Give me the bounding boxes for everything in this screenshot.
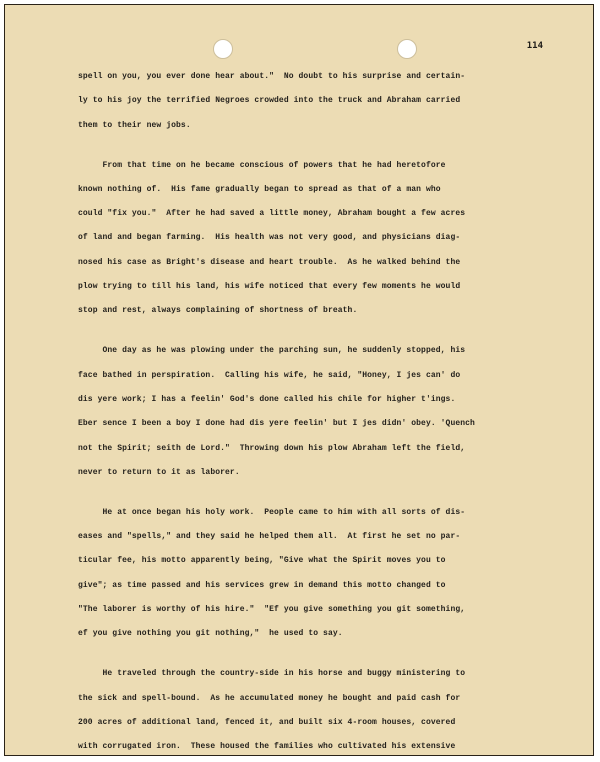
text-line: them to their new jobs. <box>78 120 191 130</box>
text-line: not the Spirit; seith de Lord." Throwing down his plow Abraham left the field, <box>78 443 466 453</box>
text-line: spell on you, you ever done hear about." No doubt to his surprise and certain- <box>78 72 466 81</box>
text-line: He traveled through the country-side in his horse and buggy ministering to <box>78 669 466 679</box>
paragraph-gap <box>78 485 548 501</box>
text-line: stop and rest, always complaining of shortness of breath. <box>78 306 358 316</box>
paragraph-gap <box>78 647 548 663</box>
text-line: of land and began farming. His health was not very good, and physicians diag- <box>78 233 461 243</box>
text-line: Eber sence I been a boy I done had dis yere feelin' but I jes didn' obey. 'Quench <box>78 419 475 429</box>
text-line: ly to his joy the terrified Negroes crowded into the truck and Abraham carried <box>78 96 461 106</box>
text-line: never to return to it as laborer. <box>78 467 240 477</box>
paragraph <box>78 65 548 138</box>
paragraph <box>78 662 548 756</box>
text-line: eases and "spells," and they said he helped them all. At first he set no par- <box>78 532 461 542</box>
paragraph-gap <box>78 324 548 340</box>
paragraph <box>78 501 548 647</box>
text-line: with corrugated iron. These housed the families who cultivated his extensive <box>78 742 456 752</box>
binder-hole-right <box>397 39 417 59</box>
text-line: could "fix you." After he had saved a little money, Abraham bought a few acres <box>78 209 466 219</box>
text-line: plow trying to till his land, his wife noticed that every few moments he would <box>78 282 461 292</box>
text-line: "The laborer is worthy of his hire." "Ef you give something you git something, <box>78 605 466 614</box>
page-number: 114 <box>526 41 543 51</box>
text-line: One day as he was plowing under the parching sun, he suddenly stopped, his <box>78 346 466 356</box>
binder-hole-left <box>213 39 233 59</box>
text-line: the sick and spell-bound. As he accumulated money he bought and paid cash for <box>78 693 461 703</box>
typewritten-page <box>4 4 594 756</box>
paragraph <box>78 154 548 324</box>
text-line: face bathed in perspiration. Calling his wife, he said, "Honey, I jes can' do <box>78 370 461 380</box>
body-text <box>78 65 548 756</box>
paragraph <box>78 339 548 485</box>
text-line: ef you give nothing you git nothing," he used to say. <box>78 629 343 639</box>
text-line: He at once began his holy work. People came to him with all sorts of dis- <box>78 507 466 517</box>
text-line: 200 acres of additional land, fenced it, and built six 4-room houses, covered <box>78 717 456 727</box>
text-line: ticular fee, his motto apparently being, "Give what the Spirit moves you to <box>78 556 446 566</box>
text-line: From that time on he became conscious of powers that he had heretofore <box>78 160 446 170</box>
text-line: dis yere work; I has a feelin' God's done called his chile for higher t'ings. <box>78 394 456 404</box>
text-line: nosed his case as Bright's disease and heart trouble. As he walked behind the <box>78 257 461 267</box>
text-line: give"; as time passed and his services grew in demand this motto changed to <box>78 580 446 590</box>
text-line: known nothing of. His fame gradually began to spread as that of a man who <box>78 184 441 194</box>
paragraph-gap <box>78 138 548 154</box>
